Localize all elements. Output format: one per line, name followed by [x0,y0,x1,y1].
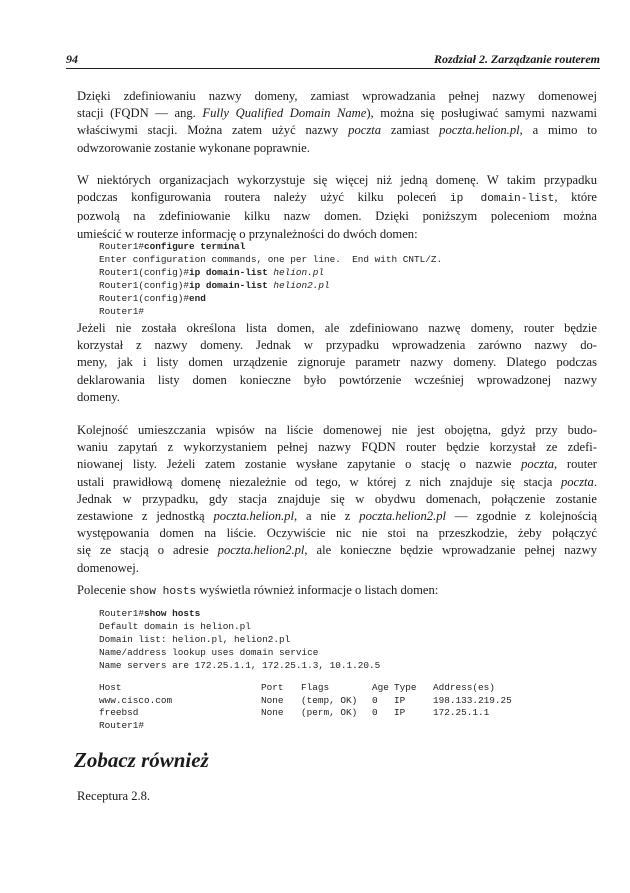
table-cell: None [261,707,284,718]
table-cell: IP [394,707,406,718]
table-cell: IP [394,694,406,706]
table-cell: www.cisco.com [99,694,173,706]
text-line: Jeżeli nie została określona lista domen, ale zdefiniowano nazwę domeny, router będzie [77,321,597,335]
text-line: zestawione z jednostką poczta.helion.pl, a nie z poczta.helion2.pl — zgodnie z kolejnością [77,509,598,524]
text-line: Receptura 2.8. [77,789,151,803]
text-line: Kolejność umieszczania wpisów na liście domenowej nie jest obojętna, gdyż przy budo- [77,423,597,437]
chapter-title: Rozdział 2. Zarządzanie routerem [433,52,600,66]
table-cell: 172.25.1.1 [433,707,490,718]
text-line: W niektórych organizacjach wykorzystuje się więcej niż jedną domenę. W takim przypadku [77,173,597,187]
table-cell: (perm, OK) [301,707,358,718]
prompt-line: Router1# [99,719,145,731]
page-number: 94 [66,52,78,66]
section-heading: Zobacz również [74,748,209,772]
text-line: się ze stacją o adresie poczta.helion2.pl, ale konieczne będzie wprowadzanie pełnej nazwy [77,543,597,558]
table-cell: 0 [372,707,378,718]
table-cell: 0 [372,694,378,706]
text-line: korzystał z nazwy domeny. Jednak w przypadku wprowadzenia zarówno nazwy do- [77,338,597,353]
table-cell: 198.133.219.25 [433,694,512,706]
running-header [66,52,600,69]
table-cell: (temp, OK) [301,694,358,706]
text-line: deklarowania listy domen konieczne było powtórzenie wcześniej wprowadzonej nazwy [77,372,597,387]
code-block-config: Router1#configure terminal Enter configuration commands, one per line. End with CNTL/Z. Router1(config)#ip domain-list helion.pl Router1(config)#ip domain-list helion2.pl Router1(config)#end Router1# [99,241,443,317]
paragraph-3 [77,320,597,406]
text-line: waniu zapytań z wykorzystaniem pełnej nazwy FQDN router będzie korzystał ze zdefi- [77,440,597,455]
text-line: pozwolą na zdefiniowanie kilku nazw domen. Dzięki poniższym poleceniom można [77,209,597,224]
text-line: Jednak w przypadku, gdy stacja znajduje się w obydwu domenach, połączenie zostanie [77,491,597,506]
text-line: podczas konfigurowania routera należy użyć kilku poleceń ip domain-list, które [77,190,597,206]
column-header: Port [261,682,284,693]
text-line: domeny. [77,389,120,404]
see-also-text [77,788,597,805]
column-header: Host [99,682,122,693]
text-line: ustali prawidłową domenę niezależnie od tego, w której z nich znajduje się stacja poczta. [77,474,597,489]
column-header: Address(es) [433,682,495,693]
text-line: domenowej. [77,560,139,575]
paragraph-4 [77,422,597,577]
text-line: występowania domen na liście. Oczywiście nic nie stoi na przeszkodzie, żeby połączyć [77,526,597,541]
column-header: Flags [301,682,330,693]
column-header: Type [394,682,417,693]
code-block-show-hosts: Router1#show hosts Default domain is helion.pl Domain list: helion.pl, helion2.pl Name/address lookup uses domain service Name servers are 172.25.1.1, 172.25.1.3, 10.1.20.5 [99,608,381,671]
paragraph-1 [77,88,597,157]
text-line: niowanej listy. Jeżeli zatem zostanie wysłane zapytanie o stację o nazwie poczta, router [77,457,597,472]
text-line: właściwymi stacji. Można zatem użyć nazwy poczta zamiast poczta.helion.pl, a mimo to [77,123,597,138]
table-cell: None [261,694,284,706]
text-line: Dzięki zdefiniowaniu nazwy domeny, zamiast wprowadzania pełnej nazwy domenowej [77,89,597,103]
text-line: stacji (FQDN — ang. Fully Qualified Domain Name), można się posługiwać samymi nazwami [77,106,597,121]
text-line: Polecenie show hosts wyświetla również informacje o listach domen: [77,583,439,598]
text-line: meny, jak i listy domen urządzenie zignoruje parametr nazwy domeny. Dlatego podczas [77,355,597,370]
text-line: odwzorowanie zostanie wykonane poprawnie. [77,140,310,155]
paragraph-5 [77,582,597,601]
table-cell: freebsd [99,707,139,718]
column-header: Age [372,682,389,693]
text-line: umieścić w routerze informację o przynależności do dwóch domen: [77,226,418,241]
paragraph-2 [77,172,597,243]
